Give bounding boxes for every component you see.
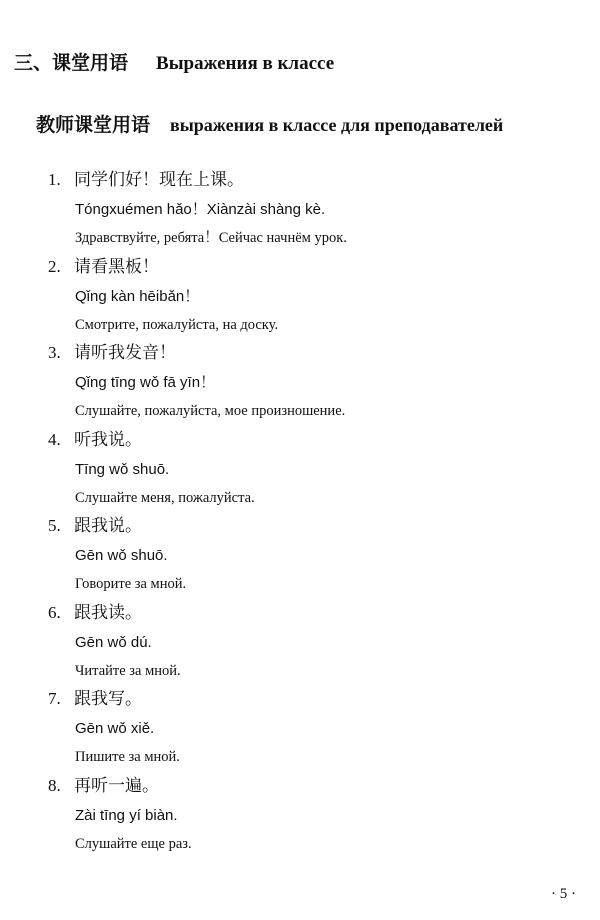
phrase-chinese: [48, 252, 568, 282]
section-title: [14, 48, 334, 75]
phrase-chinese-text: 请听我发音！: [74, 343, 176, 363]
phrase-chinese: [48, 684, 568, 714]
section-title-zh: 三、课堂用语: [14, 52, 129, 74]
phrase-pinyin: Tóngxuémen hǎo！Xiànzài shàng kè.: [75, 201, 326, 218]
phrase-chinese-text: 跟我说。: [74, 516, 142, 536]
phrase-number: 4.: [48, 429, 61, 449]
phrase-chinese-text: 听我说。: [74, 429, 142, 450]
phrase-item: [48, 771, 568, 858]
phrase-chinese: [48, 165, 568, 195]
phrase-number: 3.: [48, 343, 61, 362]
phrase-number: 6.: [48, 602, 61, 622]
phrase-pinyin: Gēn wǒ shuō.: [75, 547, 168, 564]
phrase-chinese-text: 再听一遍。: [74, 775, 159, 796]
phrase-russian: Слушайте еще раз.: [75, 835, 192, 852]
phrase-pinyin: Gēn wǒ xiě.: [75, 720, 155, 737]
phrase-pinyin: Qǐng tīng wǒ fā yīn！: [75, 374, 216, 391]
phrase-item: [48, 252, 568, 339]
phrase-item: [48, 165, 568, 252]
phrase-chinese: [48, 425, 568, 455]
phrase-number: 8.: [48, 775, 61, 795]
phrase-number: 7.: [48, 689, 61, 708]
phrase-pinyin: Qǐng kàn hēibǎn！: [75, 287, 200, 305]
page-number: · 5 ·: [551, 886, 576, 902]
phrase-item: [48, 684, 568, 771]
phrase-russian: Говорите за мной.: [75, 576, 187, 592]
phrase-list: [48, 165, 568, 857]
phrase-number: 1.: [48, 170, 61, 189]
phrase-chinese: [48, 771, 568, 801]
phrase-pinyin: Zài tīng yí biàn.: [75, 806, 178, 824]
phrase-russian: Здравствуйте, ребята！Сейчас начнём урок.: [75, 230, 347, 246]
phrase-pinyin: Tīng wǒ shuō.: [75, 460, 170, 478]
section-title-ru: Выражения в классе: [156, 53, 335, 74]
phrase-russian: Смотрите, пожалуйста, на доску.: [75, 316, 279, 333]
phrase-chinese: [48, 338, 568, 368]
phrase-chinese-text: 跟我读。: [74, 602, 142, 623]
phrase-russian: Слушайте, пожалуйста, мое произношение.: [75, 403, 346, 419]
phrase-chinese-text: 跟我写。: [74, 689, 142, 709]
phrase-russian: Слушайте меня, пожалуйста.: [75, 489, 255, 506]
phrase-chinese-text: 同学们好！现在上课。: [74, 170, 244, 190]
phrase-number: 5.: [48, 516, 61, 535]
phrase-chinese-text: 请看黑板！: [74, 256, 159, 277]
phrase-russian: Пишите за мной.: [75, 749, 180, 765]
phrase-item: [48, 598, 568, 685]
phrase-chinese: [48, 511, 568, 541]
phrase-item: [48, 511, 568, 598]
subsection-title-zh: 教师课堂用语: [36, 114, 151, 136]
phrase-russian: Читайте за мной.: [75, 662, 181, 679]
phrase-number: 2.: [48, 256, 61, 276]
phrase-chinese: [48, 598, 568, 628]
phrase-pinyin: Gēn wǒ dú.: [75, 633, 152, 651]
subsection-title-ru: выражения в классе для преподавателей: [170, 115, 504, 135]
phrase-item: [48, 425, 568, 512]
phrase-item: [48, 338, 568, 425]
subsection-title: [36, 110, 503, 137]
